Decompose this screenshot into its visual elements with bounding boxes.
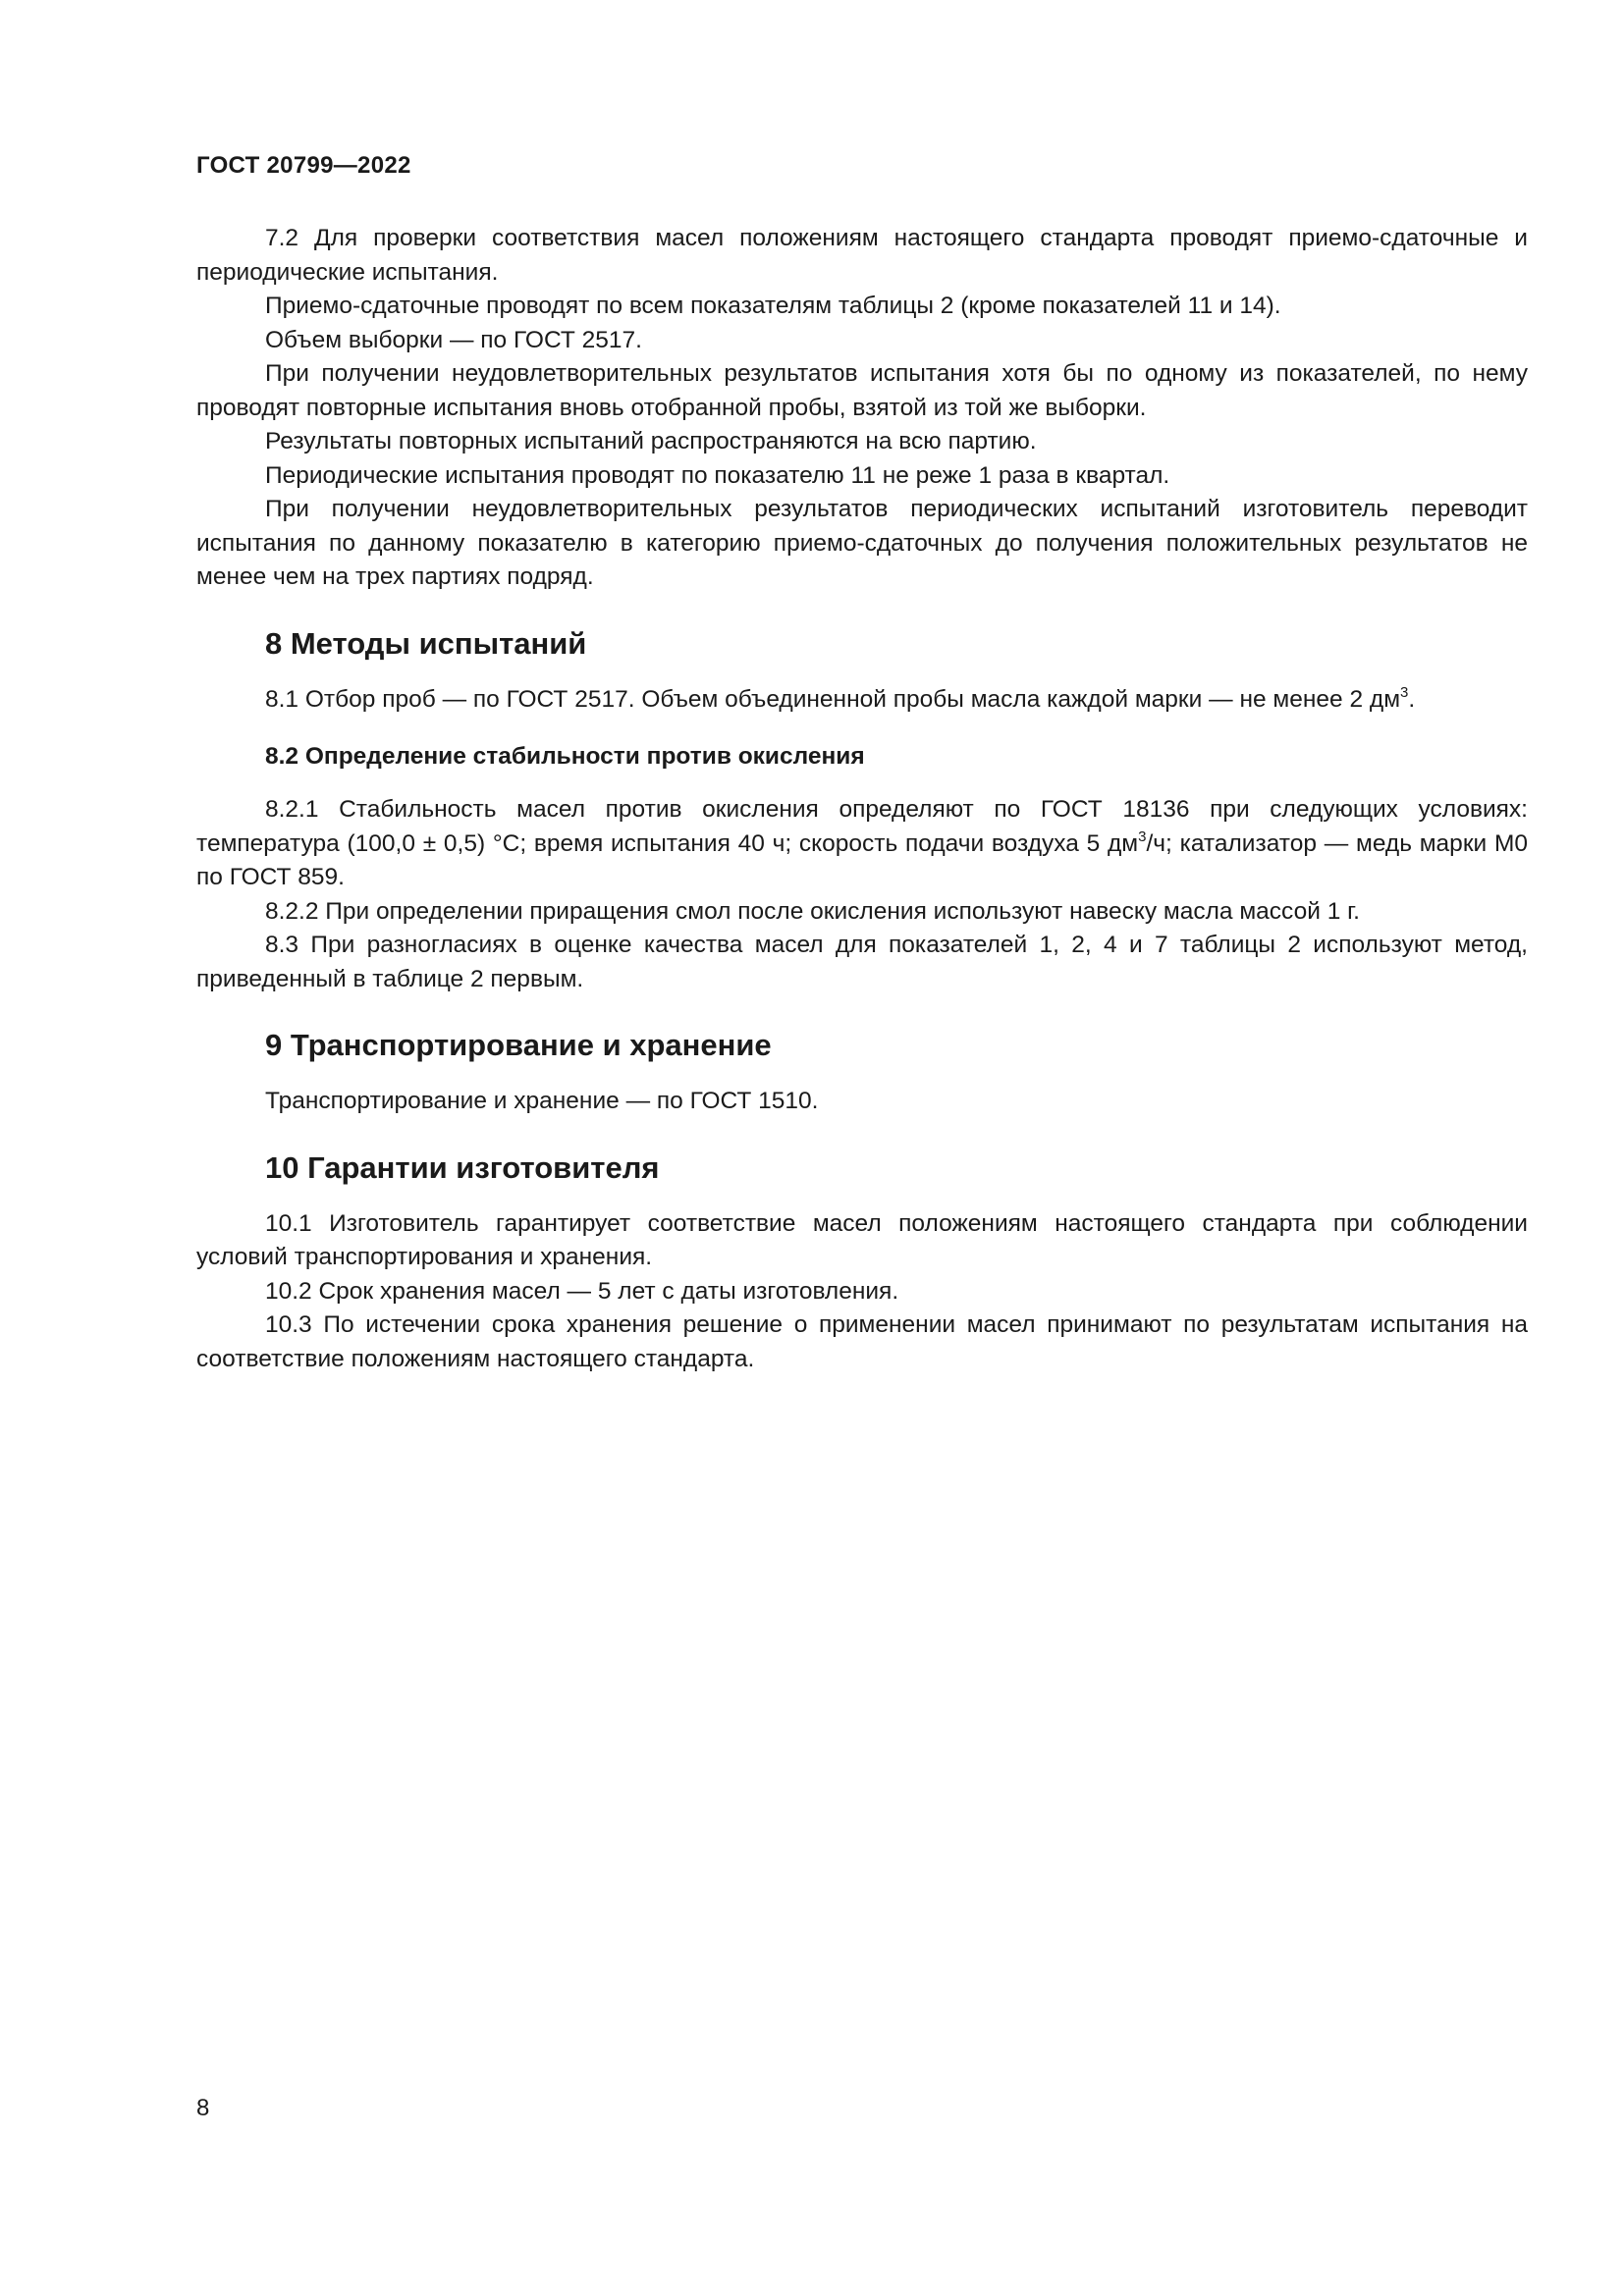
paragraph-retest-results: Результаты повторных испытаний распространяются на всю партию.: [265, 428, 1037, 454]
superscript-3: 3: [1138, 828, 1147, 845]
paragraph-7-2: 7.2 Для проверки соответствия масел положениям настоящего стандарта проводят приемо-сдаточные и периодические испытания.: [196, 225, 1528, 286]
subsection-title-8-2: 8.2 Определение стабильности против окисления: [265, 743, 865, 770]
paragraph-8-2-2: 8.2.2 При определении приращения смол после окисления используют навеску масла массой 1 г.: [265, 897, 1360, 925]
section-title-10: 10 Гарантии изготовителя: [265, 1149, 660, 1185]
paragraph-10-1: 10.1 Изготовитель гарантирует соответствие масел положениям настоящего стандарта при соблюдении условий транспортирования и хранения.: [196, 1209, 1528, 1270]
paragraph-9: Транспортирование и хранение — по ГОСТ 1510.: [265, 1088, 819, 1114]
paragraph-8-3: 8.3 При разногласиях в оценке качества масел для показателей 1, 2, 4 и 7 таблицы 2 используют метод, приведенный в таблице 2 первым.: [196, 932, 1528, 992]
paragraph-periodic-failure: При получении неудовлетворительных результатов периодических испытаний изготовитель переводит испытания по данному показателю в категорию приемо-сдаточных до получения положительных результатов не менее чем на трех партиях подряд.: [196, 496, 1528, 590]
paragraph-retest: При получении неудовлетворительных результатов испытания хотя бы по одному из показателей, по нему проводят повторные испытания вновь отобранной пробы, взятой из той же выборки.: [196, 360, 1528, 421]
paragraph-acceptance-tests: Приемо-сдаточные проводят по всем показателям таблицы 2 (кроме показателей 11 и 14).: [265, 293, 1281, 319]
paragraph-sample-size: Объем выборки — по ГОСТ 2517.: [265, 326, 642, 353]
paragraph-8-1-text: 8.1 Отбор проб — по ГОСТ 2517. Объем объединенной пробы масла каждой марки — не менее 2 дм: [265, 685, 1401, 713]
paragraph-8-1-end: .: [1408, 685, 1416, 713]
section-title-9: 9 Транспортирование и хранение: [265, 1028, 772, 1062]
section-title-8: 8 Методы испытаний: [265, 625, 587, 661]
document-header: ГОСТ 20799—2022: [196, 152, 411, 179]
document-body: [196, 222, 1528, 1376]
paragraph-8-1: [196, 683, 1528, 718]
paragraph-10-3: 10.3 По истечении срока хранения решение о применении масел принимают по результатам испытания на соответствие положениям настоящего стандарта.: [196, 1311, 1528, 1372]
superscript-3: 3: [1400, 683, 1409, 701]
paragraph-periodic-tests: Периодические испытания проводят по показателю 11 не реже 1 раза в квартал.: [265, 461, 1170, 489]
page-number: 8: [196, 2095, 210, 2121]
paragraph-8-2-1: [196, 793, 1528, 895]
paragraph-8-2-1-end: /ч; катализатор — медь марки М0 по ГОСТ 859.: [196, 829, 1528, 890]
paragraph-8-2-1-text: 8.2.1 Стабильность масел против окисления определяют по ГОСТ 18136 при следующих условиях: температура (100,0 ± 0,5) °С; время испытания 40 ч; скорость подачи воздуха 5 дм: [196, 796, 1528, 857]
paragraph-10-2: 10.2 Срок хранения масел — 5 лет с даты изготовления.: [265, 1277, 899, 1305]
